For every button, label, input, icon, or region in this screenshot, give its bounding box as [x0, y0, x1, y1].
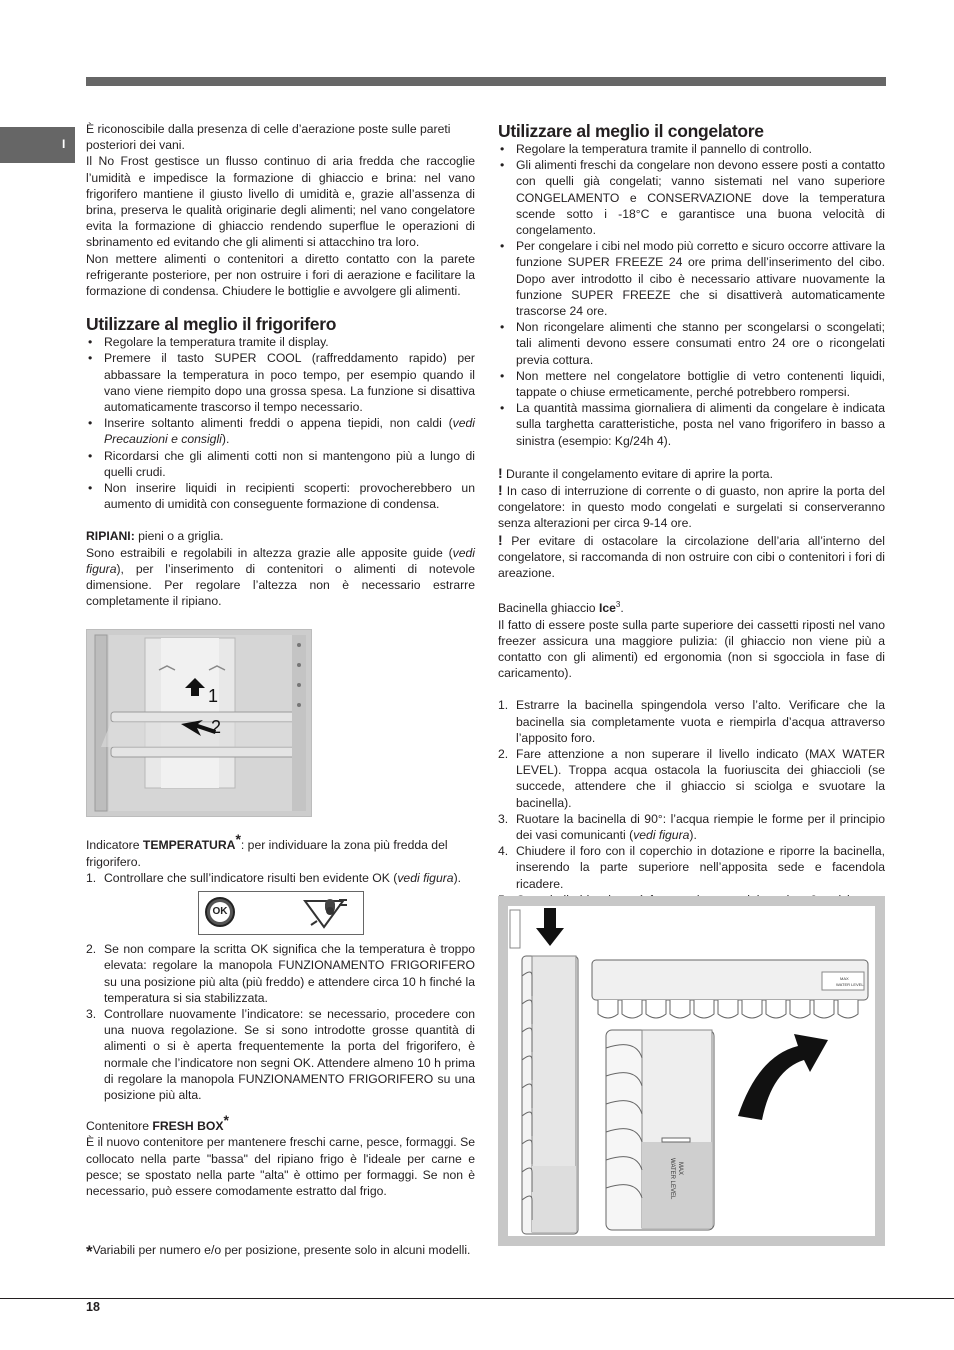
list-item: • Regolare la temperatura tramite il display.	[86, 334, 475, 350]
asterisk: *	[223, 1112, 229, 1129]
freshbox-text: Contenitore	[86, 1119, 153, 1134]
tray-label-water-level: WATER LEVEL	[836, 982, 864, 987]
ripiani-text: Sono estraibili e regolabili in altezza grazie alle apposite guide (	[86, 545, 453, 560]
list-item: 1. Controllare che sull’indicatore risulti ben evidente OK (vedi figura).	[86, 870, 462, 885]
ice-paragraph: Il fatto di essere poste sulla parte superiore dei cassetti riposti nel vano freezer assicura una maggiore pulizia: (il ghiaccio non viene più a contatto con gli alimenti) ed ergonomia (non si sgocciola in fase di caricamento).	[498, 617, 885, 681]
freezer-title: Utilizzare al meglio il congelatore	[498, 121, 764, 141]
list-item	[86, 415, 475, 447]
ripiani-heading	[86, 528, 475, 544]
warning-icon: !	[498, 464, 503, 481]
intro-p3: Non mettere alimenti o contenitori a diretto contatto con la parete refrigerante posteriore, per non ostruire i fori di aerazione e facilitare la formazione di condensa. Chiudere le bottiglie e avvolgere gli alimenti.	[86, 251, 475, 299]
list-item-text: Ruotare la bacinella di 90°: l’acqua riempie le forme per il principio dei vasi comunicanti (	[516, 811, 885, 842]
tray-label-max: MAX	[840, 976, 849, 981]
thermometer-warning-icon	[303, 895, 359, 931]
indicator-step1-list	[86, 870, 475, 886]
list-item-text: Fare attenzione a non superare il livello indicato (MAX WATER LEVEL). Troppa acqua ostacola la fuoriuscita dei ghiaccioli (se succede, attendere che il ghiaccio si sciolga e svuotare la bacinella).	[516, 746, 885, 810]
left-column	[86, 121, 475, 1199]
ripiani-paragraph	[86, 545, 475, 610]
ice-heading	[498, 597, 885, 616]
tray-label-max-vertical: MAX	[677, 1162, 683, 1176]
list-item: • Gli alimenti freschi da congelare non devono essere posti a contatto con quelli già congelati; vanno sistemati nel vano superiore CONGELAMENTO e CONSERVAZIONE dove la temperatura scende sotto i -18°C e garantisce una buona velocità di congelamento.	[498, 157, 885, 238]
fridge-bullet-list	[86, 334, 475, 512]
page-number: 18	[86, 1300, 100, 1314]
indicator-text: : per individuare la zona più fredda del frigorifero.	[86, 838, 448, 869]
footnote-asterisk: *	[86, 1242, 93, 1261]
ice-superscript: 3	[615, 600, 621, 610]
list-item: • Per congelare i cibi nel modo più corretto e sicuro occorre attivare la funzione SUPER FREEZE 24 ore prima dell’inserimento del cibo. Dopo aver introdotto il cibo è necessario attivare nuovamente la funzione SUPER FREEZE che si disattiverà automaticamente trascorse 24 ore.	[498, 238, 885, 319]
header-bar	[86, 77, 886, 86]
list-item: 2. Fare attenzione a non superare il livello indicato (MAX WATER LEVEL). Troppa acqua ostacola la fuoriuscita dei ghiaccioli (se succede, attendere che il ghiaccio si sciolga e svuotare la bacinella).	[498, 746, 885, 810]
warning-icon: !	[498, 531, 503, 548]
footnote-text: Variabili per numero e/o per posizione, presente solo in alcuni modelli.	[92, 1243, 471, 1257]
list-item: 4. Chiudere il foro con il coperchio in dotazione e riporre la bacinella, inserendo la parte superiore nell’apposita sede e facendola ricadere.	[498, 844, 885, 891]
fig-label-1: 1	[208, 686, 219, 707]
list-item-text: Controllare nuovamente l’indicatore: se necessario, procedere con una nuova regolazione. Se si sono introdotte grosse quantità di alimenti o si è aperta frequentemente la porta del frigorifero, è normale che l’indicatore non segni OK. Attendere almeno 10 h prima di regolare la manopola FUNZIONAMENTO FRIGORIFERO su una posizione più alta.	[104, 1006, 475, 1102]
ice-tray-illustration	[498, 896, 885, 1246]
warning-2	[498, 482, 885, 532]
warning-icon: !	[498, 482, 503, 499]
ice-tray-figure	[498, 896, 885, 1246]
ripiani-text: ), per l’inserimento di contenitori o alimenti di notevole dimensione. Per regolare l’altezza non è necessario estrarre completamente il ripiano.	[86, 561, 475, 609]
list-item-text: Inserire soltanto alimenti freddi o appena tiepidi, non caldi (	[104, 416, 453, 431]
ok-indicator-figure	[198, 891, 364, 935]
ice-text: Bacinella ghiaccio	[498, 601, 599, 616]
tray-label-water-level-vertical: WATER LEVEL	[669, 1158, 675, 1200]
ripiani-text: pieni o a griglia.	[134, 529, 224, 544]
freshbox-label: FRESH BOX	[152, 1119, 224, 1134]
warning-text: In caso di interruzione di corrente o di guasto, non aprire la porta del congelatore: in questo modo congelati e surgelati si conserveranno senza alterazioni per circa 9-14 ore.	[498, 484, 885, 531]
cross-reference: vedi figura	[86, 545, 475, 576]
language-tab	[0, 127, 75, 163]
shelf-illustration	[87, 630, 311, 816]
indicator-heading	[86, 831, 475, 869]
indicator-text: Indicatore	[86, 838, 143, 853]
indicator-label: TEMPERATURA	[142, 838, 236, 853]
freshbox-heading	[86, 1112, 475, 1134]
intro-p2: Il No Frost gestisce un flusso continuo di aria fredda che raccoglie l’umidità e impedisce la formazione di ghiaccio e brina: nel vano frigorifero mantiene il giusto livello di umidità e, grazie all’assenza di brina, preserva le qualità originarie degli alimenti; nel vano congelatore evita la formazione di ghiaccio rendendo superflue le operazioni di sbrinamento ed evitando che gli alimenti si attacchino tra loro.	[86, 154, 475, 250]
fig-label-2: 2	[211, 717, 222, 738]
cross-reference: vedi figura	[633, 827, 690, 842]
ok-label: OK	[210, 902, 230, 922]
list-item-text: Estrarre la bacinella spingendola verso l’alto. Verificare che la bacinella sia completamente vuota e riempirla d’acqua attraverso l’apposito foro.	[516, 698, 885, 745]
list-item: • Non ricongelare alimenti che stanno per scongelarsi o scongelati; tali alimenti devono essere consumati entro 24 ore o ricongelati previa cottura.	[498, 319, 885, 368]
asterisk: *	[235, 831, 241, 848]
list-item: • Non mettere nel congelatore bottiglie di vetro contenenti liquidi, tappate o chiuse ermeticamente, perché potrebbero rompersi.	[498, 368, 885, 400]
freshbox-paragraph: È il nuovo contenitore per mantenere freschi carne, pesce, formaggi. Se collocato nella parte "bassa" del ripiano frigo è l'ideale per carne e pesce; se spostato nella parte "alta" è ottimo per formaggi. Se non è necessario, può essere comodamente estratto dal frigo.	[86, 1135, 475, 1198]
indicator-steps-list	[86, 941, 475, 1103]
list-item: 3. Controllare nuovamente l’indicatore: se necessario, procedere con una nuova regolazione. Se si sono introdotte grosse quantità di alimenti o si è aperta frequentemente la porta del frigorifero, è normale che l’indicatore non segni OK. Attendere almeno 10 h prima di regolare la manopola FUNZIONAMENTO FRIGORIFERO su una posizione più alta.	[86, 1006, 475, 1102]
cross-reference: vedi figura	[397, 870, 454, 885]
warning-text: Durante il congelamento evitare di aprire la porta.	[502, 466, 773, 481]
cross-reference: vedi Precauzioni e consigli	[104, 416, 475, 447]
warning-text: Per evitare di ostacolare la circolazione dell’aria all’interno del congelatore, si raccomanda di non ostruire con cibi o contenitori i fori di areazione.	[498, 533, 885, 581]
ripiani-label: RIPIANI:	[86, 529, 135, 544]
footer-rule	[0, 1298, 954, 1299]
list-item-text: ).	[689, 827, 697, 842]
list-item: 1. Estrarre la bacinella spingendola verso l’alto. Verificare che la bacinella sia completamente vuota e riempirla d’acqua attraverso l’apposito foro.	[498, 698, 885, 745]
warning-1	[498, 465, 885, 482]
list-item: • Ricordarsi che gli alimenti cotti non si mantengono più a lungo di quelli crudi.	[86, 448, 475, 480]
list-item-text: Chiudere il foro con il coperchio in dotazione e riporre la bacinella, inserendo la parte superiore nell’apposita sede e facendola ricadere.	[516, 844, 885, 891]
list-item: • Regolare la temperatura tramite il pannello di controllo.	[498, 141, 885, 157]
fridge-title: Utilizzare al meglio il frigorifero	[86, 314, 337, 335]
list-item: 3. Ruotare la bacinella di 90°: l’acqua riempie le forme per il principio dei vasi comunicanti (vedi figura).	[498, 811, 885, 842]
list-item: 2. Se non compare la scritta OK significa che la temperatura è troppo elevata: regolare la manopola FUNZIONAMENTO FRIGORIFERO su una posizione più alta (più freddo) e attendere circa 10 h finché la temperatura si sia stabilizzata.	[86, 942, 475, 1005]
shelf-figure	[86, 629, 312, 817]
right-column	[498, 121, 885, 940]
ok-badge	[205, 897, 235, 927]
freezer-bullet-list	[498, 141, 885, 449]
intro-p1: È riconoscibile dalla presenza di celle d’aerazione poste sulle pareti posteriori dei vani.	[86, 122, 451, 153]
list-item-text: Controllare che sull’indicatore risulti ben evidente OK (	[104, 870, 398, 885]
list-item-text: ).	[453, 870, 462, 885]
language-tab-label: I	[62, 137, 66, 151]
list-item: • Premere il tasto SUPER COOL (raffreddamento rapido) per abbassare la temperatura in poco tempo, per esempio quando il vano viene riempito dopo una grossa spesa. La funzione si disattiva automaticamente trascorso il tempo necessario.	[86, 350, 475, 415]
footnote	[86, 1241, 475, 1261]
ice-text: .	[620, 601, 624, 616]
list-item-text: ).	[221, 432, 230, 447]
ice-label: Ice	[598, 601, 616, 616]
list-item: • La quantità massima giornaliera di alimenti da congelare è indicata sulla targhetta caratteristiche, posta nel vano frigorifero in basso a sinistra (esempio: Kg/24h 4).	[498, 400, 885, 449]
list-item-text: Se non compare la scritta OK significa che la temperatura è troppo elevata: regolare la manopola FUNZIONAMENTO FRIGORIFERO su una posizione più alta (più freddo) e attendere circa 10 h finché la temperatura si sia stabilizzata.	[104, 942, 475, 1005]
warning-3	[498, 532, 885, 582]
list-item: • Non inserire liquidi in recipienti scoperti: provocherebbero un aumento di umidità con conseguente formazione di condensa.	[86, 480, 475, 512]
